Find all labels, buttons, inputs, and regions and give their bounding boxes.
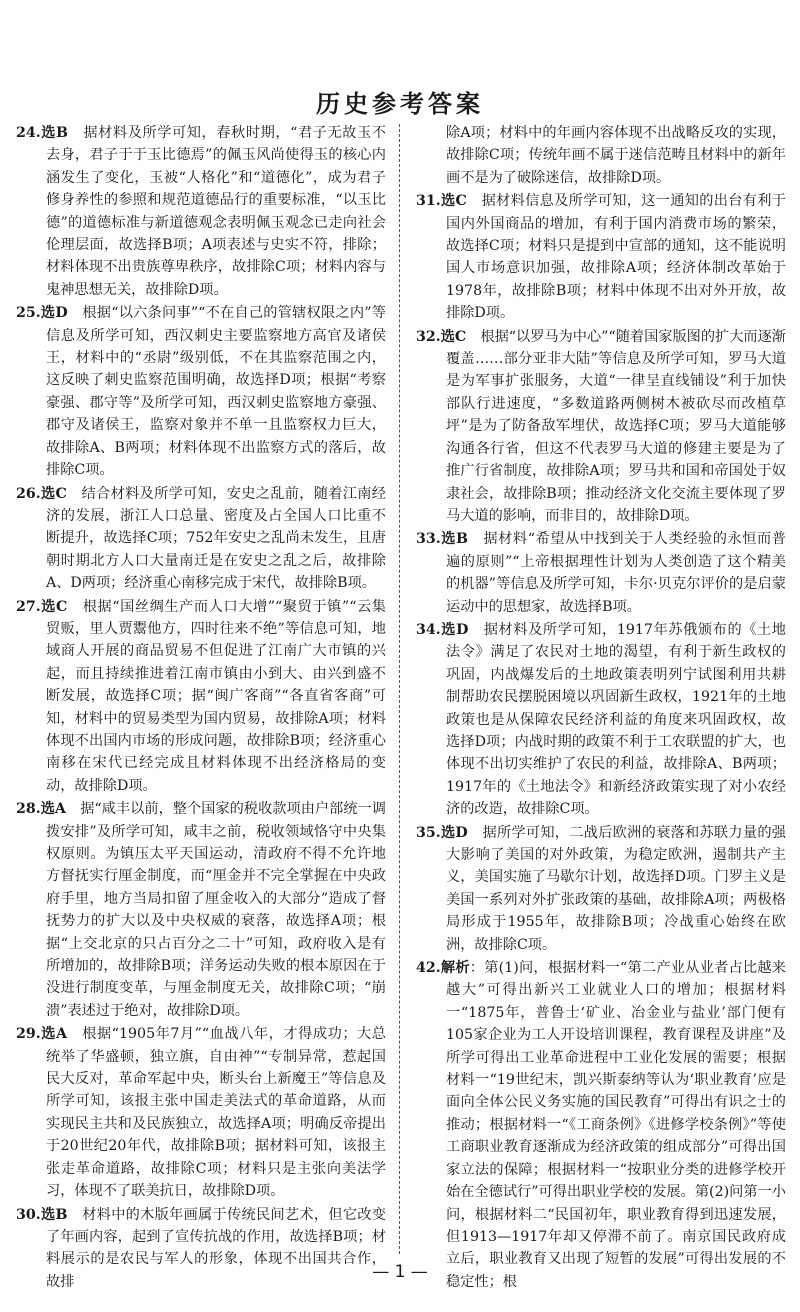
question-number: 30. (16, 1206, 41, 1223)
answer-explanation: 据材料信息及所学可知，这一通知的出台有利于国内外国商品的增加，有利于国内消费市场的繁荣，故选择C项；材料只是提到中宣部的通知，这不能说明国人市场意识加强，故排除A项；经济体制改革始于1978年，故排除B项；材料中体现不出对外开放，故排除D项。 (446, 193, 786, 322)
answer-explanation: 据材料及所学可知，春秋时期，“君子无故玉不去身，君子于于玉比德焉”的佩玉风尚使得玉的核心内涵发生了变化，玉被“人格化”和“道德化”，成为君子修身养性的参照和规范道德品行的重要标准，“以玉比德”的道德标准与新道德观念表明佩玉观念已走向社会伦理层面，故选择B项；A项表述与史实不符，排除；材料体现不出贵族尊卑秩序，故排除C项；材料内容与鬼神思想无关，故排除D项。 (46, 125, 386, 298)
column-divider (399, 124, 400, 1254)
answer-item (416, 957, 786, 1293)
answer-explanation: 根据“1905年7月”“血战八年，才得成功；大总统举了华盛顿，独立旗，自由神”“专制异常，惹起国民大反对，革命军起中央，断头台上新魔王”等信息及所学可知，该报主张中国走美法式的革命道路，从而实现民主共和及民族独立，故选择A项；明确反帝提出于20世纪20年代，故排除B项；据材料可知，该报主张走革命道路，故排除C项；材料只是主张向美法学习，体现不了联美抗日，故排除D项。 (46, 1026, 386, 1200)
answer-choice: 选A (40, 801, 66, 818)
answer-item (16, 1023, 386, 1202)
answer-choice: 选C (40, 485, 67, 502)
answer-item (416, 619, 786, 821)
answer-explanation: 根据“以罗马为中心”“随着国家版图的扩大而逐渐覆盖……部分亚非大陆”等信息及所学可知，罗马大道是为军事扩张服务，大道“一律呈直线铺设”利于加快部队行进速度，“多数道路两侧树木被砍尽而改植草坪”是为了防备敌军埋伏，故选择C项；罗马大道能够沟通各行省，但这不代表罗马大道的修建主要是为了推广行省制度，故排除A项；罗马共和国和帝国处于奴隶社会，故排除B项；推动经济文化交流主要体现了罗马大道的影响，而非目的，故排除D项。 (446, 328, 786, 524)
answer-item (416, 822, 786, 956)
answer-explanation: 根据“以六条问事”“不在自己的管辖权限之内”等信息及所学可知，西汉刺史主要监察地方高官及诸侯王，材料中的“丞尉”级别低，不在其监察范围之内，这反映了刺史监察范围明确，故选择D项；根据“考察豪强、郡守等”及所学可知，西汉刺史监察地方豪强、郡守及诸侯王，监察对象并不单一且监察权力巨大，故排除A、B两项；材料体现不出监察方式的落后，故排除C项。 (46, 305, 386, 479)
question-number: 42. (416, 960, 441, 977)
answer-explanation: 据所学可知，二战后欧洲的衰落和苏联力量的强大影响了美国的对外政策，为稳定欧洲，遏制共产主义，美国实施了马歇尔计划，故选择D项。门罗主义是美国一系列对外扩张政策的基础，故排除A项；两极格局形成于1955年，故排除B项；冷战重心始终在欧洲，故排除C项。 (446, 824, 786, 953)
page-title: 历史参考答案 (316, 90, 484, 118)
answer-choice: 选B (40, 125, 69, 141)
question-number: 25. (16, 305, 41, 322)
question-number: 35. (416, 824, 441, 841)
question-number: 26. (16, 485, 41, 502)
answer-item (16, 122, 386, 301)
answer-choice: 选D (440, 621, 469, 638)
answer-choice: 选D (40, 305, 68, 322)
answer-item (416, 122, 786, 189)
question-number: 32. (416, 328, 441, 345)
left-column (16, 122, 386, 1294)
answer-choice: 选B (40, 1206, 68, 1223)
page-number: — 1 — (372, 1262, 428, 1282)
answer-item (16, 798, 386, 1022)
answer-explanation: 结合材料及所学可知，安史之乱前，随着江南经济的发展，浙江人口总量、密度及占全国人口比重不断提升，故选择C项；752年安史之乱尚未发生，且唐朝时期北方人口大量南迁是在安史之乱之后，故排除A、D两项；经济重心南移完成于宋代，故排除B项。 (46, 485, 386, 592)
question-number: 33. (416, 531, 441, 548)
answer-choice: 解析 (440, 960, 470, 977)
answer-explanation: 除A项；材料中的年画内容体现不出战略反攻的实现，故排除C项；传统年画不属于迷信范畴且材料中的新年画不是为了破除迷信，故排除D项。 (446, 125, 786, 186)
question-number: 27. (16, 598, 41, 615)
answer-item (416, 326, 786, 528)
answer-explanation: 据材料“希望从中找到关于人类经验的永恒而普遍的原则”“上帝根据理性计划为人类创造了这个精美的机器”等信息及所学可知，卡尔·贝克尔评价的是启蒙运动中的思想家，故选择B项。 (446, 531, 786, 615)
answer-explanation: 材料中的木版年画属于传统民间艺术，但它改变了年画内容，起到了宣传抗战的作用，故选择B项；材料展示的是农民与军人的形象，体现不出国共合作，故排 (46, 1206, 386, 1290)
answer-explanation: 据“咸丰以前，整个国家的税收款项由户部统一调拨安排”及所学可知，咸丰之前，税收领域恪守中央集权原则。为镇压太平天国运动，清政府不得不允许地方督抚实行厘金制度，而“厘金并不完全掌握在中央政府手里，地方当局扣留了厘金收入的大部分”造成了督抚势力的扩大以及中央权威的衰落，故选择A项；根据“上交北京的只占百分之二十”可知，政府收入是有所增加的，故排除B项；洋务运动失败的根本原因在于没进行制度变革，与厘金制度无关，故排除C项；“崩溃”表述过于绝对，故排除D项。 (46, 801, 386, 1019)
answer-item (416, 528, 786, 618)
answer-choice: 选C (40, 598, 68, 615)
answer-explanation: 据材料及所学可知，1917年苏俄颁布的《土地法令》满足了农民对土地的渴望，有利于新生政权的巩固，内战爆发后的土地政策表明列宁试图利用共耕制帮助农民摆脱困境以巩固新生政权，1921年的土地政策也是从保障农民经济利益的角度来巩固政权，故选择D项；内战时期的政策不利于工农联盟的扩大，也体现不出切实维护了农民的利益，故排除A、B两项；1917年的《土地法令》和新经济政策实现了对小农经济的改造，故排除C项。 (446, 621, 786, 818)
answer-explanation: ：第(1)问，根据材料一“第二产业从业者占比越来越大”可得出新兴工业就业人口的增加；根据材料一“1875年，普鲁士‘矿业、冶金业与盐业’部门便有105家企业为工人开设培训课程，教育课程及讲座”及所学可得出工业革命进程中工业化发展的需要；根据材料一“19世纪末，凯兴斯泰纳等认为‘职业教育’应是面向全体公民义务实施的国民教育”可得出有识之士的推动；根据材料一“《工商条例》《进修学校条例》”等使工商职业教育逐渐成为经济政策的组成部分”可得出国家立法的保障；根据材料一“按职业分类的进修学校开始在全德试行”可得出职业学校的发展。第(2)问第一小问，根据材料二“民国初年，职业教育得到迅速发展，但1913—1917年却又停滞不前了。南京国民政府成立后，职业教育又出现了短暂的发展”可得出发展的不稳定性；根 (446, 960, 786, 1290)
answer-choice: 选C (440, 328, 467, 345)
answer-item (416, 190, 786, 324)
question-number: 24. (16, 125, 41, 141)
answer-choice: 选C (440, 193, 467, 210)
right-column (416, 122, 786, 1294)
answer-item (16, 302, 386, 481)
question-number: 34. (416, 621, 441, 638)
answer-item (16, 596, 386, 798)
answer-choice: 选A (40, 1026, 67, 1043)
question-number: 28. (16, 801, 41, 818)
question-number: 29. (16, 1026, 41, 1043)
answer-choice: 选D (440, 824, 468, 841)
answer-choice: 选B (440, 531, 469, 548)
answer-item (16, 483, 386, 595)
question-number: 31. (416, 193, 441, 210)
answer-explanation: 根据“国丝绸生产而人口大增”“聚贸于镇”“云集贸贩，里人贾鬻他方，四时往来不绝”等信息可知，地域商人开展的商品贸易不但促进了江南广大市镇的兴起，而且持续推进着江南市镇由小到大、由兴到盛不断发展，故选择C项；据“闽广客商”“各直省客商”可知，材料中的贸易类型为国内贸易，故排除A项；材料体现不出国内市场的形成问题，故排除B项；经济重心南移在宋代已经完成且材料体现不出经济格局的变动，故排除D项。 (46, 598, 386, 794)
